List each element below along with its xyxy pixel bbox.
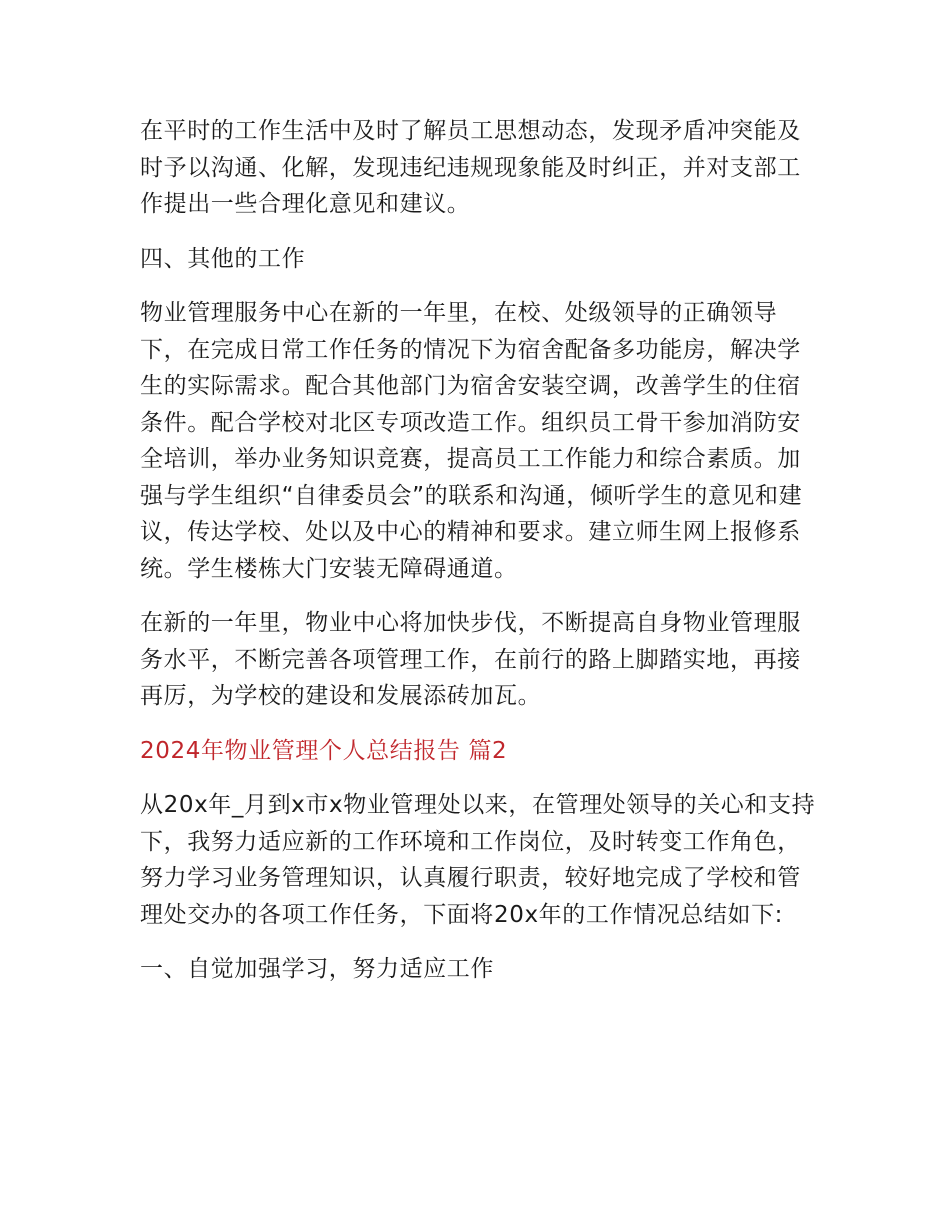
section-heading-other-work: 四、其他的工作 xyxy=(140,245,306,272)
report-title-part-2: 2024年物业管理个人总结报告 篇2 xyxy=(140,737,508,764)
document-page xyxy=(140,113,820,1006)
paragraph-intro-part-2: 从20x年_月到x市x物业管理处以来，在管理处领导的关心和支持下，我努力适应新的工作环境和工作岗位，及时转变工作角色，努力学习业务管理知识，认真履行职责，较好地完成了学校和管理处交办的各项工作任务，下面将20x年的工作情况总结如下: xyxy=(140,792,816,928)
paragraph-new-year-outlook: 在新的一年里，物业中心将加快步伐，不断提高自身物业管理服务水平，不断完善各项管理工作，在前行的路上脚踏实地，再接再厉，为学校的建设和发展添砖加瓦。 xyxy=(140,610,801,709)
paragraph-property-center: 物业管理服务中心在新的一年里，在校、处级领导的正确领导下，在完成日常工作任务的情况下为宿舍配备多功能房，解决学生的实际需求。配合其他部门为宿舍安装空调，改善学生的住宿条件。配合学校对北区专项改造工作。组织员工骨干参加消防安全培训，举办业务知识竞赛，提高员工工作能力和综合素质。加强与学生组织“自律委员会”的联系和沟通，倾听学生的意见和建议，传达学校、处以及中心的精神和要求。建立师生网上报修系统。学生楼栋大门安装无障碍通道。 xyxy=(140,300,803,582)
section-heading-study: 一、自觉加强学习，努力适应工作 xyxy=(140,956,494,982)
paragraph-party-branch: 在平时的工作生活中及时了解员工思想动态，发现矛盾冲突能及时予以沟通、化解，发现违纪违规现象能及时纠正，并对支部工作提出一些合理化意见和建议。 xyxy=(140,118,801,217)
